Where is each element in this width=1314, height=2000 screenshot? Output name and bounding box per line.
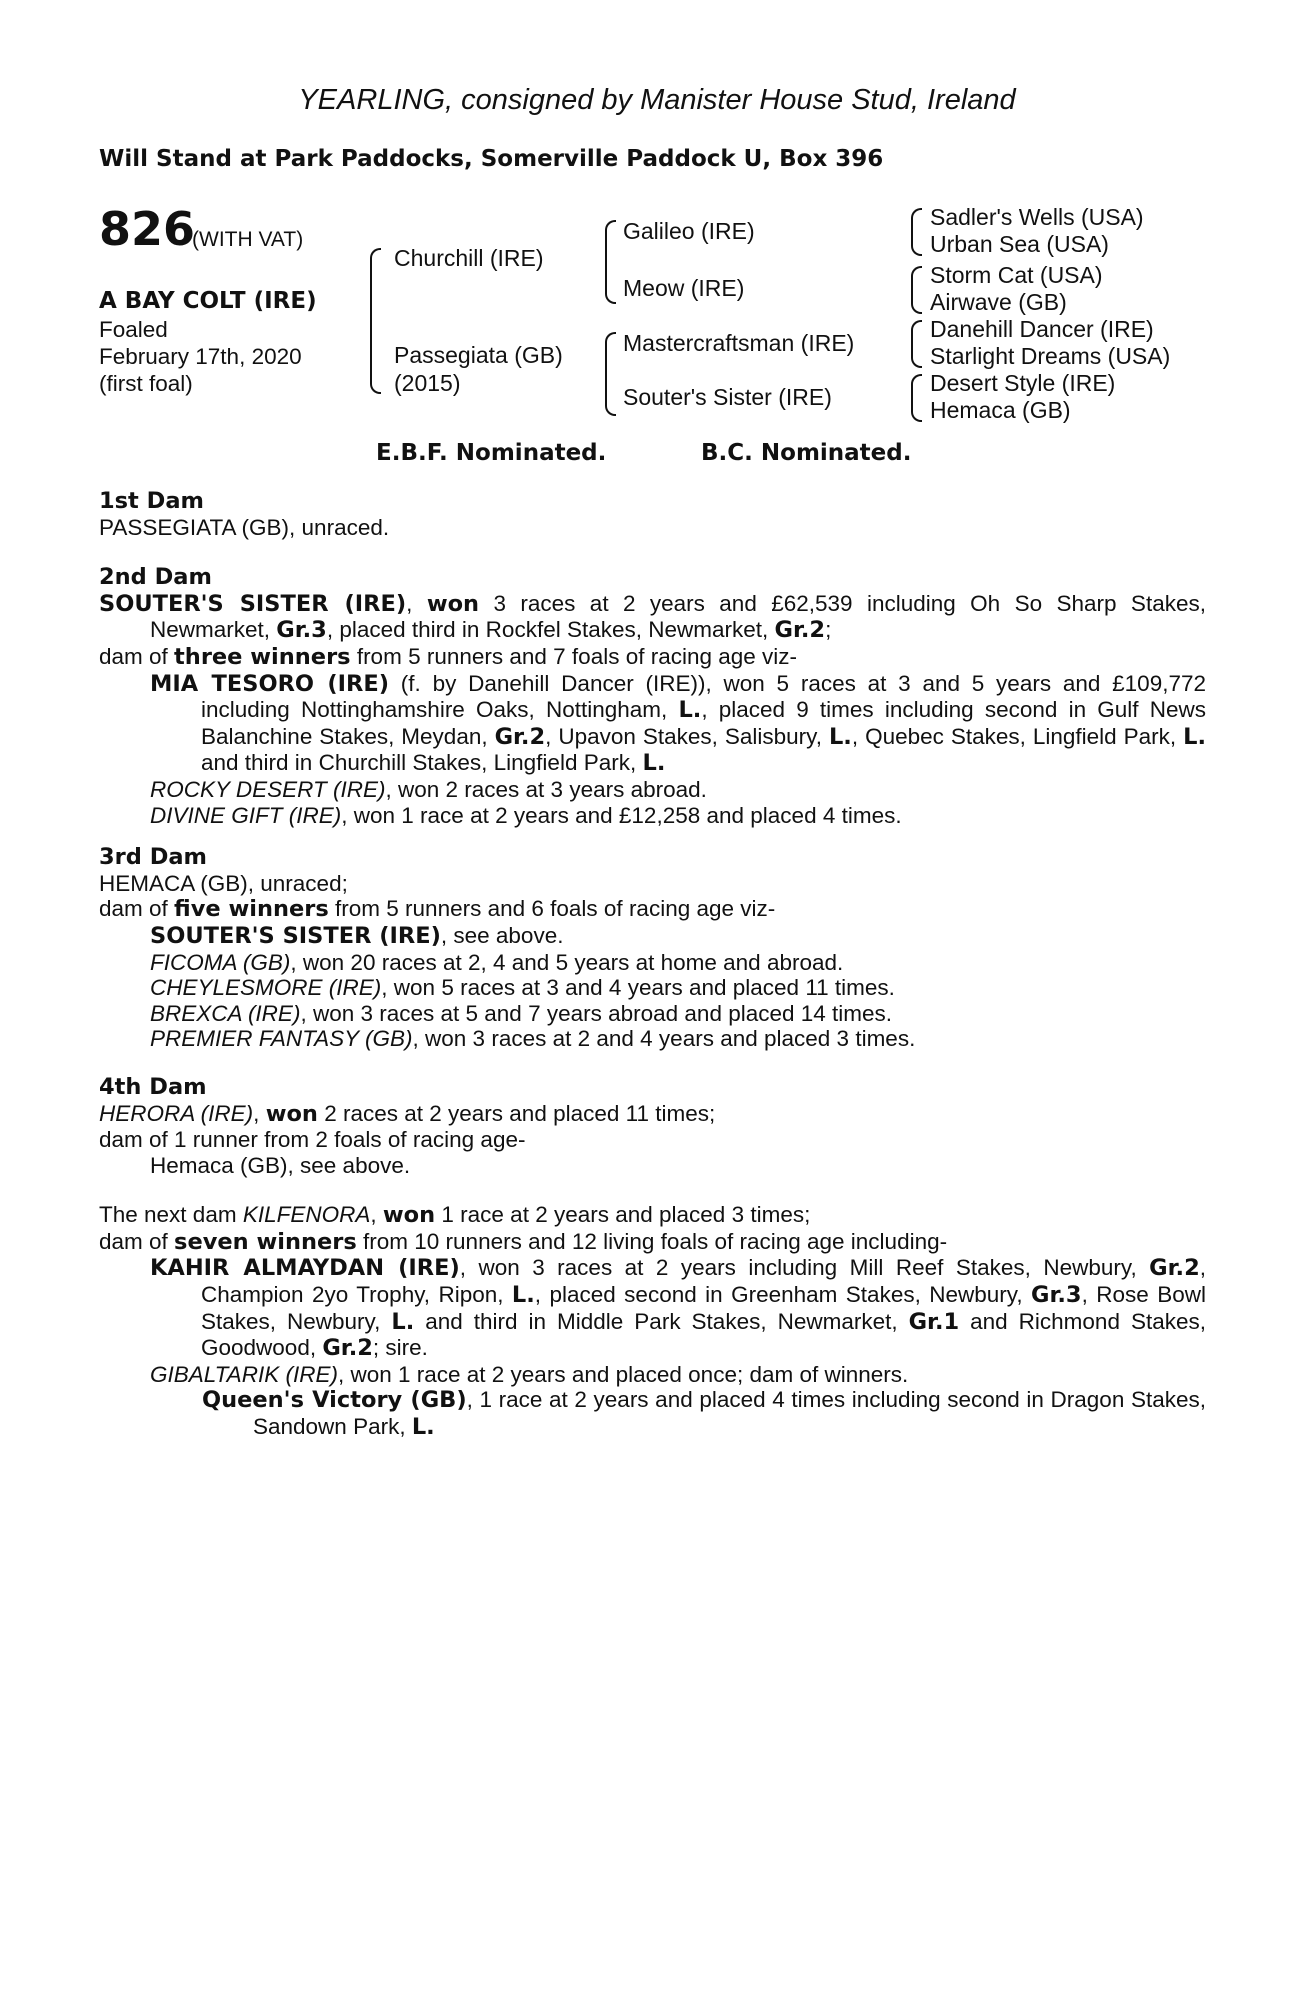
grade: Gr.2 <box>774 617 826 644</box>
produce-queens-victory <box>99 1387 1206 1440</box>
listed: L. <box>828 723 852 750</box>
first-dam-section <box>99 489 1206 540</box>
pedigree-dam-sire: Mastercraftsman (IRE) <box>623 330 855 356</box>
pedigree-sire-sire: Galileo (IRE) <box>623 218 755 244</box>
listed: L. <box>642 750 666 777</box>
pedigree-g4: Airwave (GB) <box>930 289 1067 315</box>
produce-premier-fantasy <box>99 1026 1206 1052</box>
record-text: , Rose Bowl Stakes, Newbury, <box>201 1281 1206 1334</box>
brace-sire-parents <box>605 220 616 304</box>
vat-note: (WITH VAT) <box>192 228 304 251</box>
brace-g-3 <box>911 320 922 368</box>
horse-name: GIBALTARIK (IRE) <box>150 1361 338 1387</box>
winners-count: five winners <box>174 896 329 923</box>
intro-text: The next dam <box>99 1202 243 1227</box>
second-dam-section <box>99 565 1206 828</box>
stand-location: Will Stand at Park Paddocks, Somerville Paddock U, Box 396 <box>99 146 884 172</box>
third-dam-produce <box>99 896 1206 923</box>
grade: Gr.1 <box>908 1308 960 1335</box>
record-text: and third in Middle Park Stakes, Newmarket, <box>414 1308 909 1334</box>
foaled-date: February 17th, 2020 <box>99 344 302 369</box>
horse-name: A BAY COLT (IRE) <box>99 288 317 314</box>
produce-text: from 5 runners and 6 foals of racing age viz- <box>328 896 776 922</box>
listed: L. <box>678 697 702 724</box>
horse-name: PREMIER FANTASY (GB) <box>150 1026 413 1052</box>
produce-text: dam of <box>99 1228 175 1254</box>
produce-text: from 5 runners and 7 foals of racing age viz- <box>350 643 798 669</box>
third-dam-heading: 3rd Dam <box>99 844 207 870</box>
brace-dam-parents <box>605 332 616 416</box>
horse-name: ROCKY DESERT (IRE) <box>150 777 386 803</box>
horse-name: FICOMA (GB) <box>150 949 291 975</box>
horse-name: Queen's Victory (GB) <box>202 1387 467 1414</box>
pedigree-dam: Passegiata (GB) <box>394 342 563 368</box>
separator: , <box>253 1100 266 1126</box>
foal-note: (first foal) <box>99 371 193 396</box>
record-text: ; <box>825 617 832 643</box>
pedigree-sire: Churchill (IRE) <box>394 245 544 271</box>
brace-g-2 <box>911 266 922 314</box>
record-text: , won 3 races at 2 years including Mill Reef Stakes, Newbury, <box>459 1255 1150 1281</box>
produce-cheylesmore <box>99 975 1206 1001</box>
brace-g-4 <box>911 374 922 422</box>
separator: , <box>370 1202 383 1227</box>
produce-kahir-almaydan <box>99 1255 1206 1362</box>
horse-name: HERORA (IRE) <box>99 1100 254 1126</box>
record-text: 3 races at 2 years and £62,539 including Oh So Sharp Stakes, Newmarket, <box>150 590 1206 643</box>
next-dam-produce <box>99 1229 1206 1256</box>
horse-name: CHEYLESMORE (IRE) <box>150 975 382 1001</box>
produce-rocky-desert <box>99 777 1206 803</box>
record-text: , won 1 race at 2 years and placed once; dam of winners. <box>337 1361 909 1387</box>
record-text: and third in Churchill Stakes, Lingfield Park, <box>201 750 643 776</box>
produce-divine-gift <box>99 803 1206 829</box>
third-dam-section <box>99 845 1206 1052</box>
record-text: , Upavon Stakes, Salisbury, <box>545 723 829 749</box>
record-text: , won 1 race at 2 years and £12,258 and placed 4 times. <box>341 802 902 828</box>
record-text: , won 3 races at 5 and 7 years abroad and placed 14 times. <box>300 1000 893 1026</box>
grade: Gr.2 <box>322 1335 373 1362</box>
record-text: ; sire. <box>372 1335 428 1361</box>
next-dam-section <box>99 1202 1206 1441</box>
pedigree-g3: Storm Cat (USA) <box>930 262 1103 288</box>
listed: L. <box>511 1281 535 1308</box>
winners-count: three winners <box>174 643 351 670</box>
record-text: (f. by Danehill Dancer (IRE)), won 5 races at 3 and 5 years and £109,772 including Nottinghamshire Oaks, Nottingham, <box>201 670 1207 723</box>
pedigree-g6: Starlight Dreams (USA) <box>930 343 1171 369</box>
pedigree-sire-dam: Meow (IRE) <box>623 275 745 301</box>
record-text: , Champion 2yo Trophy, Ripon, <box>201 1255 1206 1307</box>
record-text: , placed second in Greenham Stakes, Newbury, <box>534 1281 1032 1307</box>
record-text: , won 3 races at 2 and 4 years and placed 3 times. <box>412 1026 916 1052</box>
won-label: won <box>426 590 480 617</box>
produce-text: from 10 runners and 12 living foals of racing age including- <box>356 1228 948 1254</box>
record-text: and Richmond Stakes, Goodwood, <box>201 1308 1206 1361</box>
won-label: won <box>382 1202 436 1228</box>
foaled-label: Foaled <box>99 317 168 342</box>
second-dam-heading: 2nd Dam <box>99 564 212 590</box>
brace-sire-dam <box>370 248 381 394</box>
record-text: , Quebec Stakes, Lingfield Park, <box>851 723 1184 749</box>
record-text: , won 2 races at 3 years abroad. <box>385 777 707 803</box>
pedigree-dam-year: (2015) <box>394 370 461 396</box>
record-text: 2 races at 2 years and placed 11 times; <box>317 1100 716 1126</box>
horse-name: SOUTER'S SISTER (IRE) <box>150 922 441 949</box>
produce-souters-sister <box>99 923 1206 950</box>
horse-name: MIA TESORO (IRE) <box>150 670 390 697</box>
record-text: 1 race at 2 years and placed 3 times; <box>435 1202 811 1227</box>
produce-hemaca: Hemaca (GB), see above. <box>150 1152 411 1178</box>
brace-g-1 <box>911 208 922 256</box>
fourth-dam-heading: 4th Dam <box>99 1074 207 1100</box>
grade: Gr.2 <box>1149 1255 1200 1282</box>
next-dam-record <box>99 1202 1206 1229</box>
won-label: won <box>265 1100 318 1127</box>
record-text: , see above. <box>440 922 564 948</box>
grade: Gr.3 <box>276 617 327 644</box>
lot-number: 826 <box>99 202 196 256</box>
horse-name: BREXCA (IRE) <box>150 1000 301 1026</box>
pedigree-g8: Hemaca (GB) <box>930 397 1071 423</box>
record-text: , placed 9 times including second in Gulf News Balanchine Stakes, Meydan, <box>201 697 1206 749</box>
horse-name: DIVINE GIFT (IRE) <box>150 802 342 828</box>
produce-gibaltarik <box>99 1362 1206 1388</box>
pedigree-g1: Sadler's Wells (USA) <box>930 204 1144 230</box>
record-text: , won 20 races at 2, 4 and 5 years at home and abroad. <box>290 949 844 975</box>
second-dam-record: SOUTER'S SISTER (IRE), won 3 races at 2 years and £62,539 including Oh So Sharp Stakes, Newmarket, Gr.3, placed third in Rockfel Stakes, Newmarket, Gr.2; <box>99 590 1206 644</box>
pedigree-g7: Desert Style (IRE) <box>930 370 1116 396</box>
produce-ficoma <box>99 950 1206 976</box>
grade: Gr.2 <box>494 723 546 750</box>
winners-count: seven winners <box>174 1228 357 1255</box>
second-dam-produce <box>99 644 1206 671</box>
record-text: , 1 race at 2 years and placed 4 times including second in Dragon Stakes, Sandown Park, <box>253 1387 1206 1440</box>
bc-nomination: B.C. Nominated. <box>701 440 912 466</box>
listed: L. <box>391 1308 415 1335</box>
fourth-dam-section <box>99 1075 1206 1179</box>
first-dam-heading: 1st Dam <box>99 488 204 514</box>
fourth-dam-record <box>99 1101 1206 1128</box>
horse-name: KAHIR ALMAYDAN (IRE) <box>150 1255 460 1282</box>
pedigree-g5: Danehill Dancer (IRE) <box>930 316 1154 342</box>
record-text: , won 5 races at 3 and 4 years and placed 11 times. <box>381 975 895 1001</box>
listed: L. <box>1183 723 1206 750</box>
fourth-dam-produce: dam of 1 runner from 2 foals of racing age- <box>99 1127 526 1153</box>
listed: L. <box>411 1414 435 1441</box>
record-text: , placed third in Rockfel Stakes, Newmarket, <box>326 617 775 643</box>
pedigree-g2: Urban Sea (USA) <box>930 231 1109 257</box>
produce-text: dam of <box>99 896 175 922</box>
ebf-nomination: E.B.F. Nominated. <box>376 440 607 466</box>
third-dam-line: HEMACA (GB), unraced; <box>99 870 348 896</box>
produce-mia-tesoro <box>99 671 1206 778</box>
grade: Gr.3 <box>1031 1281 1082 1308</box>
produce-text: dam of <box>99 643 175 669</box>
pedigree-dam-dam: Souter's Sister (IRE) <box>623 384 832 410</box>
second-dam-name: SOUTER'S SISTER (IRE) <box>99 590 407 617</box>
produce-brexca <box>99 1001 1206 1027</box>
first-dam-line: PASSEGIATA (GB), unraced. <box>99 514 390 540</box>
page-title: YEARLING, consigned by Manister House Stud, Ireland <box>298 84 1016 116</box>
horse-name: KILFENORA <box>242 1202 371 1227</box>
